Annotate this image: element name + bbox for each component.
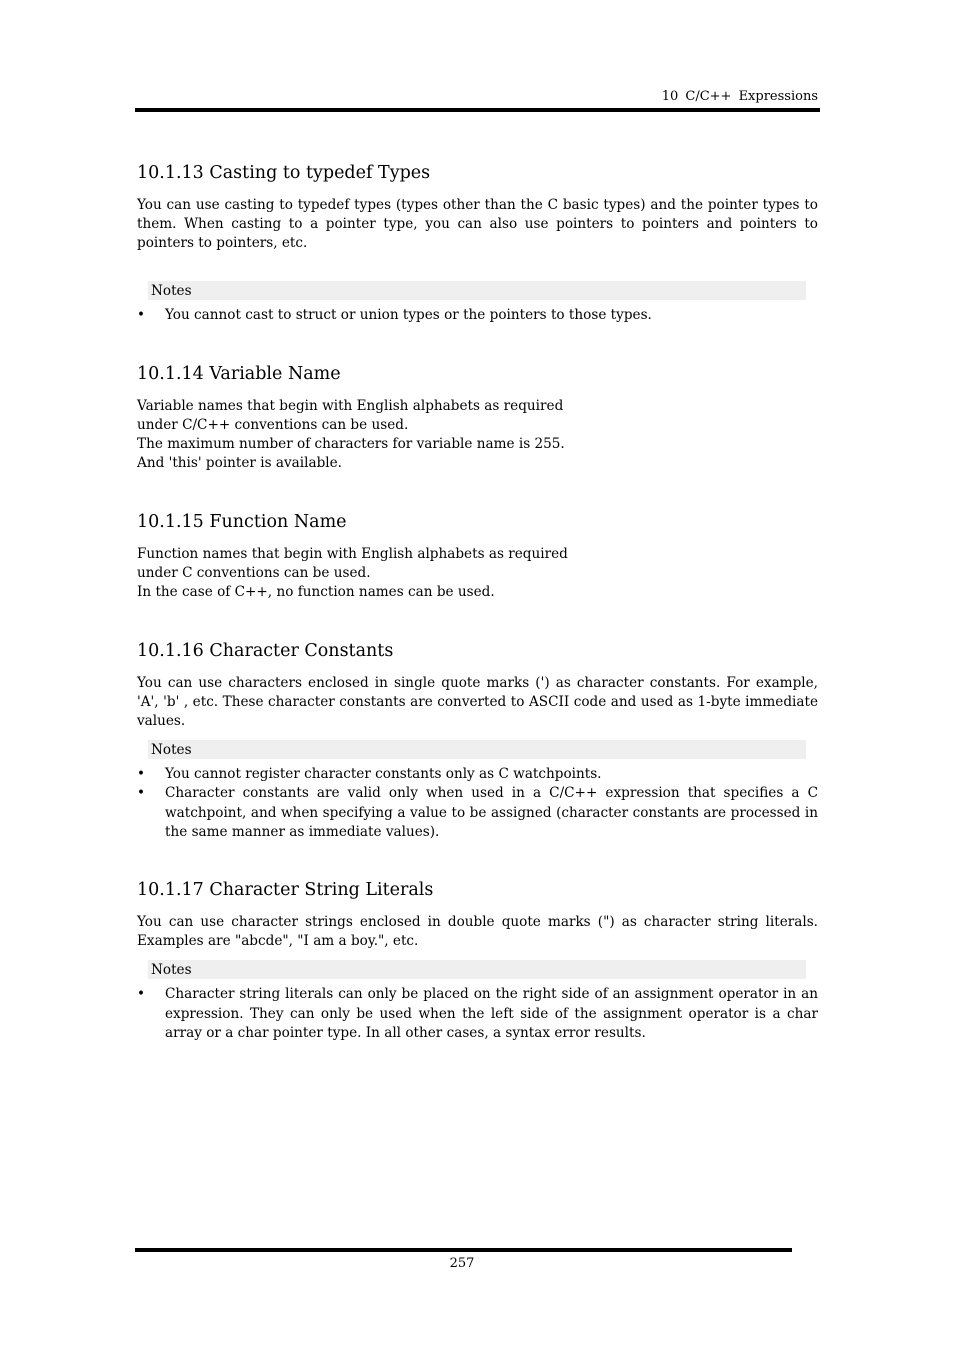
- list-item: • You cannot register character constants only as C watchpoints.: [137, 765, 818, 785]
- bullet-icon: •: [137, 986, 146, 1002]
- header-rule: [135, 108, 820, 112]
- notes-label: Notes: [151, 742, 192, 758]
- bullet-icon: •: [137, 785, 146, 801]
- page-number: 257: [449, 1256, 475, 1271]
- list-item: • Character string literals can only be placed on the right side of an assignment operator in an expression. They can only be used when the left side of the assignment operator is a char array or a char pointer type. In all other cases, a syntax error results.: [137, 986, 818, 1041]
- bullet-icon: •: [137, 307, 146, 323]
- notes-label: Notes: [151, 962, 192, 978]
- section-body-string-literals: You can use character strings enclosed in double quote marks (") as character string literals. Examples are "abcde", "I am a boy.", etc.: [137, 914, 818, 949]
- section-body-character-constants: You can use characters enclosed in single quote marks (') as character constants. For example, 'A', 'b' , etc. These character constants are converted to ASCII code and used as 1-byte immediate values.: [137, 675, 818, 729]
- bullet-icon: •: [137, 766, 146, 782]
- section-heading-casting: 10.1.13 Casting to typedef Types: [137, 163, 431, 183]
- notes-label: Notes: [151, 283, 192, 299]
- running-header: 10 C/C++ Expressions: [661, 89, 818, 104]
- section-body-variable-name: Variable names that begin with English alphabets as required under C/C++ conventions can be used. The maximum number of characters for variable name is 255. And 'this' pointer is available.: [137, 398, 565, 471]
- section-heading-character-constants: 10.1.16 Character Constants: [137, 641, 394, 661]
- list-item: • Character constants are valid only when used in a C/C++ expression that specifies a C watchpoint, and when specifying a value to be assigned (character constants are processed in the same manner as immediate values).: [137, 785, 818, 840]
- section-heading-string-literals: 10.1.17 Character String Literals: [137, 880, 434, 900]
- section-body-function-name: Function names that begin with English alphabets as required under C conventions can be used. In the case of C++, no function names can be used.: [137, 546, 568, 600]
- section-heading-variable-name: 10.1.14 Variable Name: [137, 364, 341, 384]
- notes-header: [148, 740, 806, 759]
- notes-header: [148, 281, 806, 300]
- section-body-casting: You can use casting to typedef types (types other than the C basic types) and the pointer types to them. When casting to a pointer type, you can also use pointers to pointers and pointers to pointers to pointers, etc.: [137, 197, 818, 251]
- notes-header: [148, 960, 806, 979]
- footer-rule: [135, 1248, 792, 1252]
- section-heading-function-name: 10.1.15 Function Name: [137, 512, 347, 532]
- list-item: • You cannot cast to struct or union types or the pointers to those types.: [137, 306, 818, 326]
